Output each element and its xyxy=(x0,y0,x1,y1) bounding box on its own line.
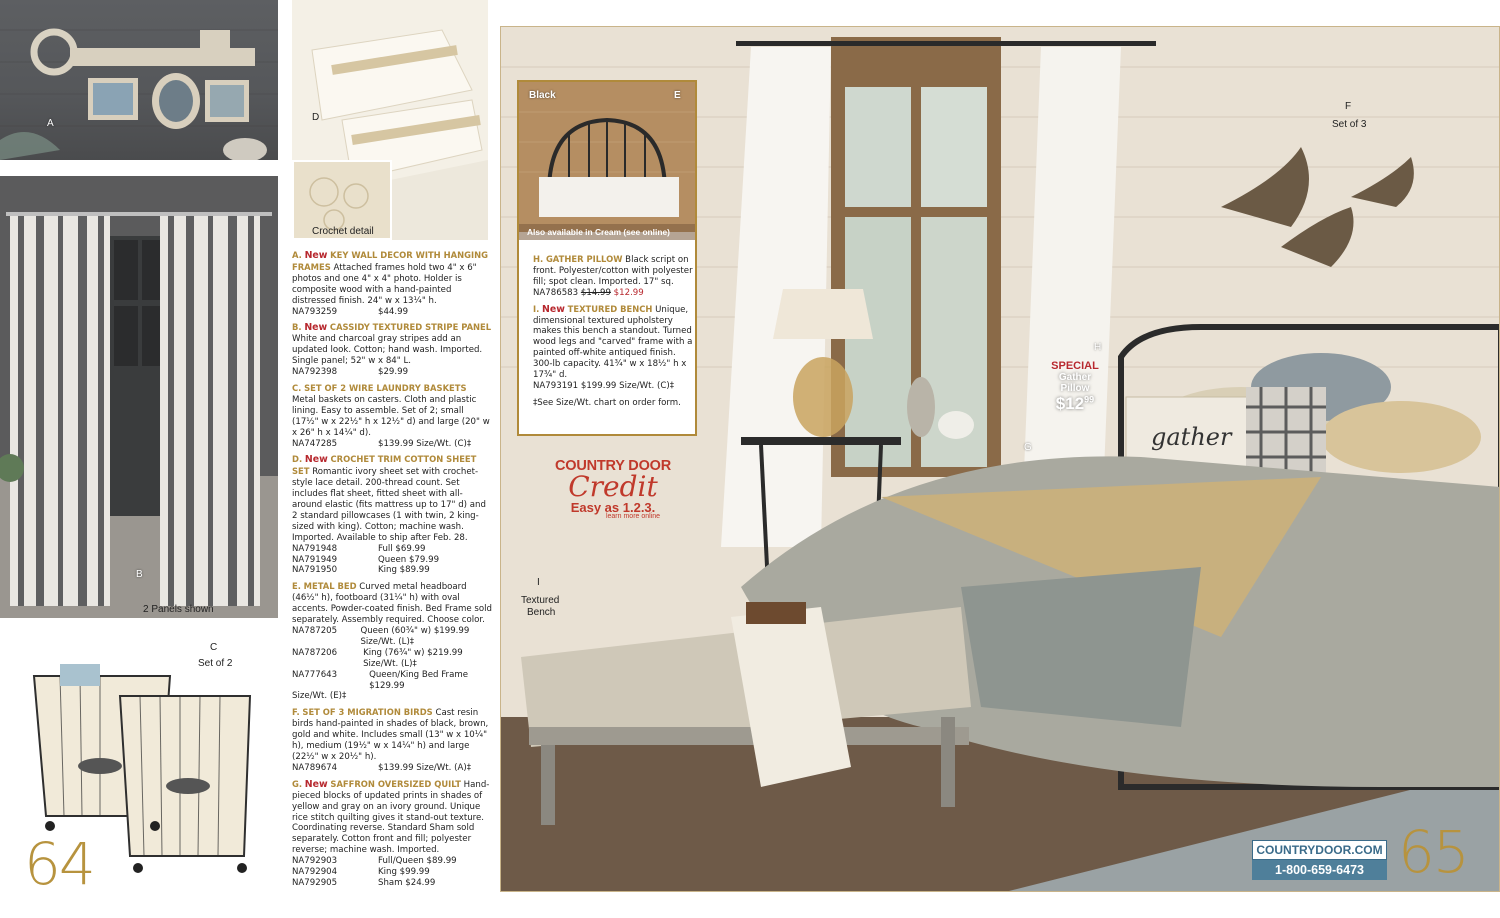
photo-key-wall-decor xyxy=(0,0,278,160)
sku-row xyxy=(292,878,492,889)
item-new-badge: New xyxy=(304,250,328,261)
item-h-old-price: $14.99 xyxy=(580,287,611,298)
item-description: Cast resin birds hand-painted in shades of black, brown, gold and white. Includes small (13" w x 10¼" h), medium (19½" w x 14¼" h) and large (22½" w x 20½" h). xyxy=(292,708,489,762)
card-copy xyxy=(533,254,693,409)
item-letter: G. xyxy=(292,778,303,789)
item-description: Attached frames hold two 4" x 6" photos and one 4" x 4" photo. Holder is composite wood with a hand-painted distressed finish. 24" w x 13¼" h. xyxy=(292,262,477,306)
item-name: SET OF 2 WIRE LAUNDRY BASKETS xyxy=(304,382,467,393)
sku-number: NA787205 xyxy=(292,626,338,636)
item-name: SAFFRON OVERSIZED QUILT xyxy=(330,778,461,789)
sku-price: Queen (60¾" w) $199.99 Size/Wt. (L)‡ xyxy=(360,626,470,647)
item-h-desc: Black script on front. Polyester/cotton with polyester fill; spot clean. Imported. 17" sq. xyxy=(533,255,693,287)
item-description: Hand-pieced blocks of updated prints in shades of yellow and gray on an ivory ground. Unique rice stitch quilting gives it stand-out texture. Coordinating reverse. Standard Sham sold separately. Cotton front and fill; polyester reverse; machine wash. Imported. xyxy=(292,779,490,856)
special-tag: SPECIAL xyxy=(1051,360,1099,372)
item-letter: E. xyxy=(292,581,301,592)
product-item xyxy=(292,581,492,702)
item-name: SET OF 3 MIGRATION BIRDS xyxy=(302,707,433,718)
item-letter: F. xyxy=(292,707,300,718)
sku-row xyxy=(292,648,492,670)
label-b: B xyxy=(136,569,143,580)
special-price xyxy=(1040,394,1110,414)
item-name: KEY WALL DECOR WITH HANGING FRAMES xyxy=(292,250,488,272)
item-new-badge: New xyxy=(304,778,328,790)
label-i: I xyxy=(537,577,540,588)
sku-price: Queen/King Bed Frame $129.99 xyxy=(369,669,468,691)
item-i-letter: I. xyxy=(533,303,540,314)
item-new-badge: New xyxy=(304,322,328,334)
label-c: C xyxy=(210,642,218,653)
key-wall-decor-illustration xyxy=(0,0,278,160)
left-page-copy xyxy=(292,250,492,894)
sku-number: NA792904 xyxy=(292,867,338,878)
label-f-note: Set of 3 xyxy=(1332,119,1367,130)
sku-number: NA777643 xyxy=(292,669,338,680)
sku-price: Full $69.99 xyxy=(378,543,426,554)
credit-line2: Credit xyxy=(568,470,658,503)
sku-row xyxy=(292,626,492,648)
sku-number: NA747285 xyxy=(292,438,338,449)
credit-line1: COUNTRY DOOR xyxy=(554,458,672,474)
sku-price: $139.99 Size/Wt. (A)‡ xyxy=(378,762,472,773)
special-price-badge xyxy=(1040,360,1110,414)
item-description: White and charcoal gray stripes add an updated look. Cotton; hand wash. Imported. Single panel; 52" w x 84" L. xyxy=(292,334,483,367)
item-letter: C. xyxy=(292,382,302,393)
label-d-note: Crochet detail xyxy=(312,226,374,237)
item-h-sku: NA786583 xyxy=(533,287,579,298)
item-letter: A. xyxy=(292,250,302,260)
product-item xyxy=(292,454,492,576)
sku-number: NA792903 xyxy=(292,856,338,867)
photo-crochet-sheet-set xyxy=(292,0,488,240)
product-item xyxy=(292,707,492,773)
sku-price: $139.99 Size/Wt. (C)‡ xyxy=(378,438,472,449)
photo-stripe-panel xyxy=(0,176,278,618)
sku-row xyxy=(292,691,492,702)
sku-price: King $89.99 xyxy=(378,565,430,576)
sku-row xyxy=(292,307,492,318)
sku-row xyxy=(292,544,492,555)
page-number-left: 64 xyxy=(24,830,94,898)
sku-price: Full/Queen $89.99 xyxy=(378,856,457,867)
product-item xyxy=(292,779,492,889)
item-name: METAL BED xyxy=(303,581,357,592)
item-h-sku-row xyxy=(533,288,693,299)
label-g: G xyxy=(1024,442,1032,453)
item-h xyxy=(533,254,693,299)
sku-number: NA791950 xyxy=(292,565,338,576)
sku-number: NA793259 xyxy=(292,306,338,317)
page-number-right: 65 xyxy=(1398,818,1468,886)
label-h: H xyxy=(1094,342,1102,353)
special-item2: Pillow xyxy=(1060,383,1090,394)
label-a: A xyxy=(47,118,54,129)
label-i-note1: Textured xyxy=(521,595,560,606)
label-i-note2: Bench xyxy=(527,607,556,618)
item-letter: D. xyxy=(292,454,303,465)
special-price-dollars: $12 xyxy=(1055,394,1085,413)
item-i xyxy=(533,304,693,392)
brand-url-link[interactable]: COUNTRYDOOR.COM xyxy=(1252,840,1387,860)
label-d: D xyxy=(312,112,320,123)
special-price-cents: 99 xyxy=(1084,394,1095,405)
sku-price: King (76¾" w) $219.99 Size/Wt. (L)‡ xyxy=(363,647,463,669)
size-weight-footnote: ‡See Size/Wt. chart on order form. xyxy=(533,397,681,408)
sku-number: NA791949 xyxy=(292,554,338,565)
product-item xyxy=(292,250,492,317)
brand-contact-block xyxy=(1252,840,1387,880)
swatch-letter-e: E xyxy=(674,90,681,101)
brand-phone[interactable]: 1-800-659-6473 xyxy=(1252,860,1387,880)
item-h-name: GATHER PILLOW xyxy=(545,254,623,264)
product-info-card xyxy=(517,80,697,436)
sku-number: NA791948 xyxy=(292,543,338,554)
sku-price: Queen $79.99 xyxy=(378,554,440,565)
special-item1: Gather xyxy=(1058,372,1092,383)
sku-price: King $99.99 xyxy=(378,867,430,878)
sku-number: NA792905 xyxy=(292,877,338,888)
item-description: Romantic ivory sheet set with crochet-style lace detail. 200-thread count. Set includes flat sheet, fitted sheet with all-around elastic (fits mattress up to 17" d) and 2 standard pillowcases (1 with twin, 2 king-sized with king). Cotton; machine wash. Imported. Available to ship after Feb. 28. xyxy=(292,467,486,543)
sku-price: $29.99 xyxy=(378,367,409,378)
sku-row xyxy=(292,439,492,450)
metal-bed-swatch-photo xyxy=(519,82,695,237)
item-h-letter: H. xyxy=(533,254,544,264)
product-item xyxy=(292,383,492,449)
credit-promo[interactable] xyxy=(548,458,678,520)
item-i-name: TEXTURED BENCH xyxy=(567,303,653,314)
item-i-sku-row xyxy=(533,381,693,392)
sku-row xyxy=(292,856,492,867)
item-i-desc: Unique, dimensional textured upholstery makes this bench a standout. Turned wood legs and "carved" frame with a painted off-white antiqued finish. 300-lb capacity. 41¾" w x 18½" h x 17¾" d. xyxy=(533,304,693,381)
curtain-illustration xyxy=(0,176,278,618)
sku-row xyxy=(292,867,492,878)
item-description: Curved metal headboard (46½" h), footboard (31¼" h) with oval accents. Powder-coated finish. Bed Frame sold separately. Assembly required. Choose color. xyxy=(292,582,492,626)
item-i-price: $199.99 Size/Wt. (C)‡ xyxy=(580,380,674,391)
item-name: CROCHET TRIM COTTON SHEET SET xyxy=(292,454,477,477)
item-name: CASSIDY TEXTURED STRIPE PANEL xyxy=(329,322,492,333)
sku-row xyxy=(292,555,492,566)
sku-price: Sham $24.99 xyxy=(378,877,436,888)
sku-number: NA789674 xyxy=(292,762,338,773)
sku-number: NA787206 xyxy=(292,647,338,658)
item-new-badge: New xyxy=(304,454,328,466)
svg-text:gather: gather xyxy=(1151,423,1232,451)
sku-number: NA792398 xyxy=(292,367,338,378)
label-c-note: Set of 2 xyxy=(198,658,233,669)
item-h-new-price: $12.99 xyxy=(613,287,644,298)
label-f: F xyxy=(1345,101,1352,112)
credit-learn-more-link[interactable]: learn more online xyxy=(605,513,661,520)
label-b-note: 2 Panels shown xyxy=(143,604,214,615)
availability-note: Also available in Cream (see online) xyxy=(519,224,695,240)
sku-row xyxy=(292,367,492,378)
item-i-sku: NA793191 xyxy=(533,380,579,391)
credit-line3: Easy as 1.2.3. xyxy=(570,500,656,515)
sku-row xyxy=(292,763,492,774)
sku-number: Size/Wt. (E)‡ xyxy=(292,691,347,702)
sku-row xyxy=(292,565,492,576)
sku-row xyxy=(292,670,492,692)
product-item xyxy=(292,322,492,378)
sku-price: $44.99 xyxy=(378,306,409,317)
swatch-label-black: Black xyxy=(529,90,556,101)
item-i-new: New xyxy=(542,303,565,315)
item-letter: B. xyxy=(292,322,302,333)
item-description: Metal baskets on casters. Cloth and plastic lining. Easy to assemble. Set of 2; small (17½" w x 22½" h x 12½" d) and large (20" w x 26" h x 14¼" d). xyxy=(292,394,490,438)
